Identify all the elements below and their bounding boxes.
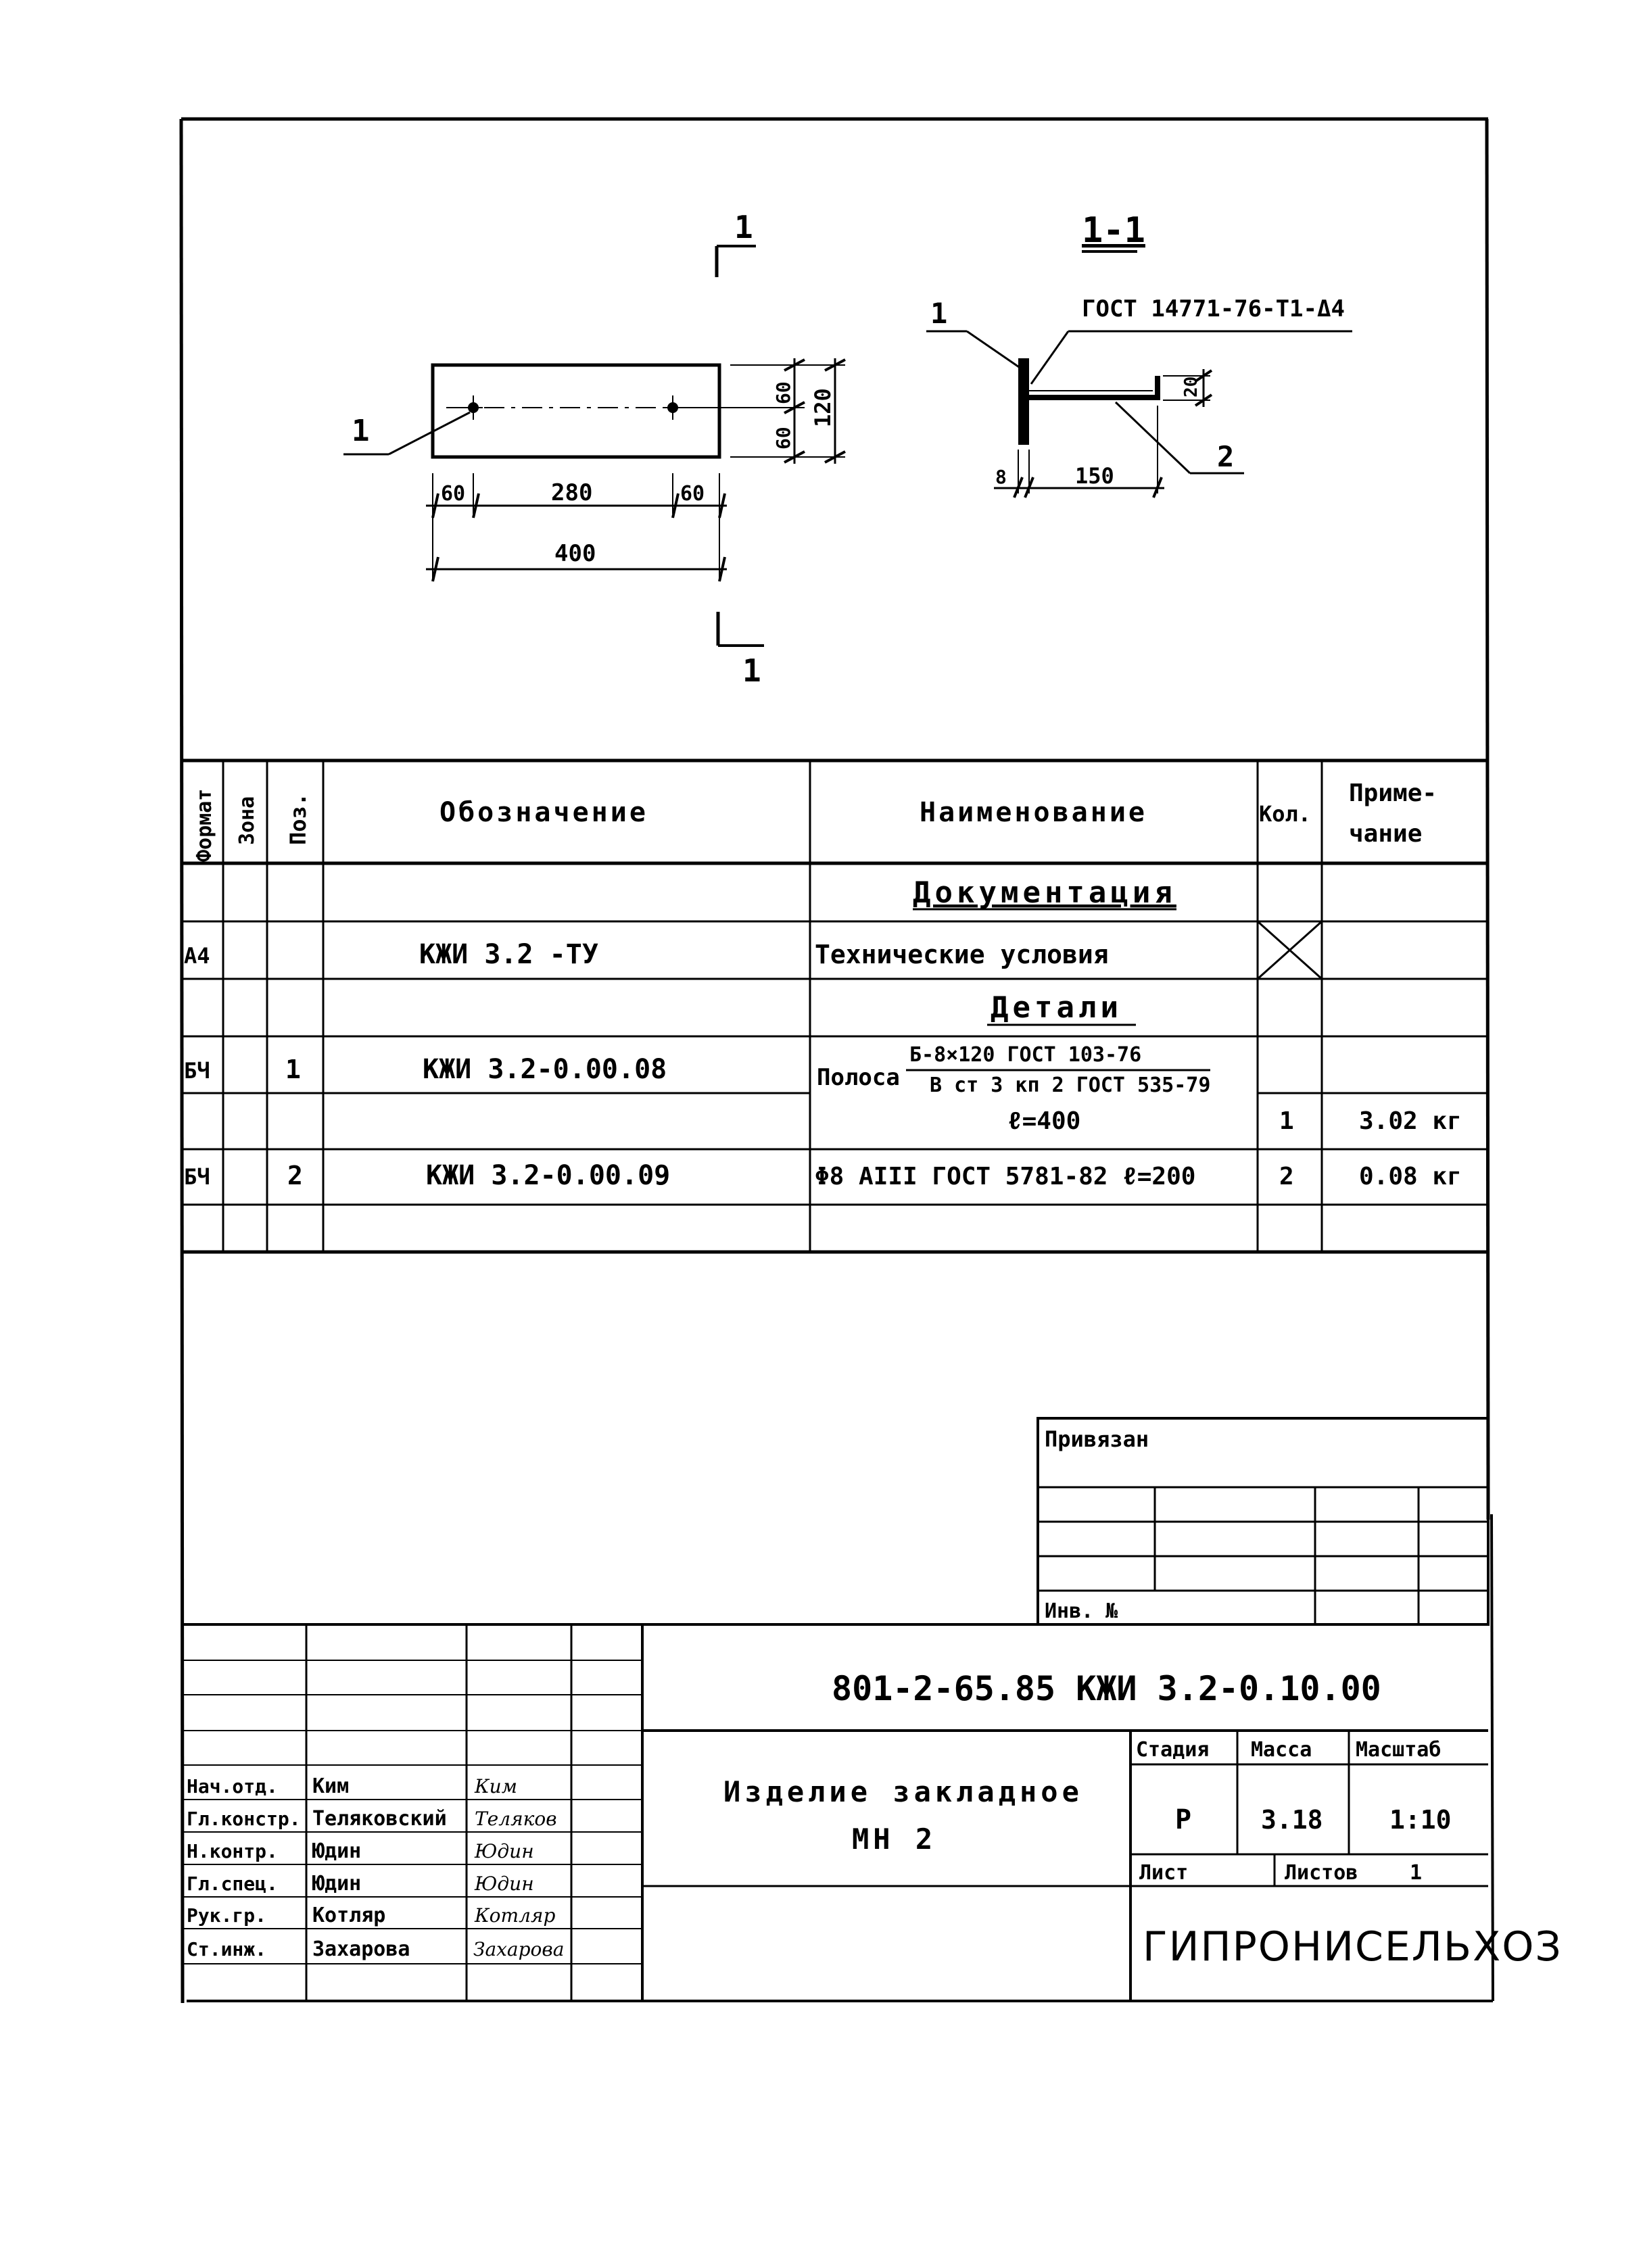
row3-format: БЧ	[184, 1164, 210, 1190]
stage-value: Р	[1175, 1804, 1192, 1835]
dim-60-left: 60	[441, 482, 466, 506]
staff-name-5: Котляр	[312, 1904, 386, 1927]
dim-60-vertical-bottom: 60	[772, 427, 794, 450]
weld-callout: ГОСТ 14771-76-Т1-Δ4	[1082, 295, 1345, 322]
row2-note: 3.02 кг	[1359, 1107, 1462, 1135]
staff-signature-2: Теляков	[475, 1808, 557, 1830]
specification-table	[181, 761, 1487, 1252]
binding-block	[1038, 1418, 1488, 1624]
scale-value: 1:10	[1389, 1805, 1452, 1835]
staff-name-4: Юдин	[312, 1872, 362, 1896]
row3-position: 2	[287, 1161, 303, 1190]
spec-row-2	[184, 1043, 1462, 1135]
section-mark-top-label: 1	[734, 209, 753, 245]
section-parts: Детали	[991, 990, 1122, 1025]
sheet-frame	[181, 119, 1493, 2003]
staff-role-2: Гл.констр.	[187, 1808, 301, 1830]
dim-20: 20	[1181, 376, 1201, 397]
dim-280: 280	[551, 479, 593, 506]
sheets-label: Листов	[1285, 1861, 1358, 1885]
row2-name-bottom: В ст 3 кп 2 ГОСТ 535-79	[930, 1073, 1211, 1097]
section-mark-top	[717, 209, 756, 277]
section-mark-bottom	[718, 612, 764, 689]
header-position: Поз.	[285, 792, 311, 845]
product-name-line-2: МН 2	[852, 1823, 937, 1856]
staff-role-5: Рук.гр.	[187, 1904, 267, 1927]
header-zone: Зона	[235, 796, 259, 845]
header-format: Формат	[193, 788, 216, 862]
row1-name: Технические условия	[815, 940, 1109, 969]
staff-name-2: Теляковский	[312, 1807, 447, 1831]
row3-quantity: 2	[1279, 1163, 1294, 1190]
spec-row-3	[184, 1160, 1462, 1191]
staff-row-1	[187, 1775, 517, 1798]
header-designation: Обозначение	[439, 797, 648, 828]
staff-signature-1: Ким	[475, 1775, 517, 1797]
scale-label: Масштаб	[1356, 1738, 1442, 1762]
spec-row-1	[184, 921, 1322, 979]
section-position-label-2: 2	[1217, 440, 1235, 473]
dim-150: 150	[1075, 463, 1114, 489]
dim-400: 400	[554, 540, 596, 567]
vertical-dimensions	[683, 358, 845, 464]
staff-row-3	[187, 1839, 534, 1863]
staff-role-6: Ст.инж.	[187, 1938, 267, 1960]
anchor-right	[663, 395, 682, 420]
section-mark-bottom-label: 1	[742, 652, 761, 689]
section-documentation: Документация	[913, 875, 1176, 910]
row3-designation: КЖИ 3.2-0.00.09	[426, 1160, 671, 1191]
row1-format: А4	[184, 943, 210, 969]
row1-designation: КЖИ 3.2 -ТУ	[419, 939, 598, 970]
staff-row-4	[187, 1872, 534, 1896]
staff-row-5	[187, 1904, 555, 1927]
header-note-2: чание	[1349, 820, 1423, 848]
sheets-value: 1	[1410, 1861, 1423, 1885]
header-note-1: Приме-	[1349, 779, 1437, 807]
organization-name: ГИПРОНИСЕЛЬХОЗ	[1143, 1923, 1563, 1971]
staff-role-3: Н.контр.	[187, 1840, 278, 1862]
row3-note: 0.08 кг	[1359, 1163, 1462, 1190]
title-block	[181, 1624, 1563, 2001]
row2-length: ℓ=400	[1007, 1107, 1081, 1135]
row3-name: Φ8 АIII ГОСТ 5781-82 ℓ=200	[815, 1163, 1196, 1190]
sheet-label: Лист	[1139, 1861, 1189, 1885]
section-title: 1-1	[1082, 210, 1145, 251]
staff-signature-5: Котляр	[475, 1904, 556, 1927]
staff-signature-4: Юдин	[475, 1873, 534, 1895]
row2-designation: КЖИ 3.2-0.00.08	[423, 1054, 667, 1085]
staff-name-3: Юдин	[312, 1839, 362, 1863]
document-code: 801-2-65.85 КЖИ 3.2-0.10.00	[832, 1669, 1381, 1708]
staff-name-6: Захарова	[312, 1937, 410, 1961]
horizontal-dimensions	[426, 473, 727, 581]
section-view	[926, 210, 1352, 498]
dim-8: 8	[995, 466, 1007, 488]
staff-signature-3: Юдин	[475, 1840, 534, 1862]
position-label-1: 1	[352, 414, 370, 448]
staff-row-6	[187, 1937, 564, 1961]
product-name-line-1: Изделие закладное	[723, 1775, 1083, 1808]
anchor-left	[464, 395, 483, 420]
bar-section	[1029, 376, 1158, 397]
dim-60-vertical-top: 60	[772, 381, 794, 404]
row2-quantity: 1	[1279, 1107, 1294, 1135]
mass-value: 3.18	[1261, 1805, 1323, 1835]
plate-section	[1018, 358, 1029, 445]
section-position-label-1: 1	[930, 297, 948, 330]
row2-position: 1	[285, 1055, 301, 1084]
header-name: Наименование	[920, 797, 1147, 828]
mass-label: Масса	[1251, 1738, 1312, 1762]
row2-name-top: Б-8×120 ГОСТ 103-76	[909, 1043, 1142, 1067]
inventory-number-label: Инв. №	[1045, 1599, 1118, 1623]
staff-row-2	[187, 1807, 557, 1831]
stage-label: Стадия	[1136, 1738, 1210, 1762]
dim-120: 120	[810, 388, 836, 427]
binding-title: Привязан	[1045, 1426, 1149, 1452]
row2-format: БЧ	[184, 1058, 210, 1084]
staff-signature-6: Захарова	[473, 1938, 565, 1960]
staff-role-1: Нач.отд.	[187, 1775, 278, 1797]
row2-name-prefix: Полоса	[817, 1064, 900, 1091]
staff-name-1: Ким	[312, 1775, 350, 1798]
plan-view	[343, 209, 845, 689]
dim-60-right: 60	[680, 482, 705, 506]
header-quantity: Кол.	[1259, 801, 1312, 827]
staff-role-4: Гл.спец.	[187, 1873, 278, 1895]
